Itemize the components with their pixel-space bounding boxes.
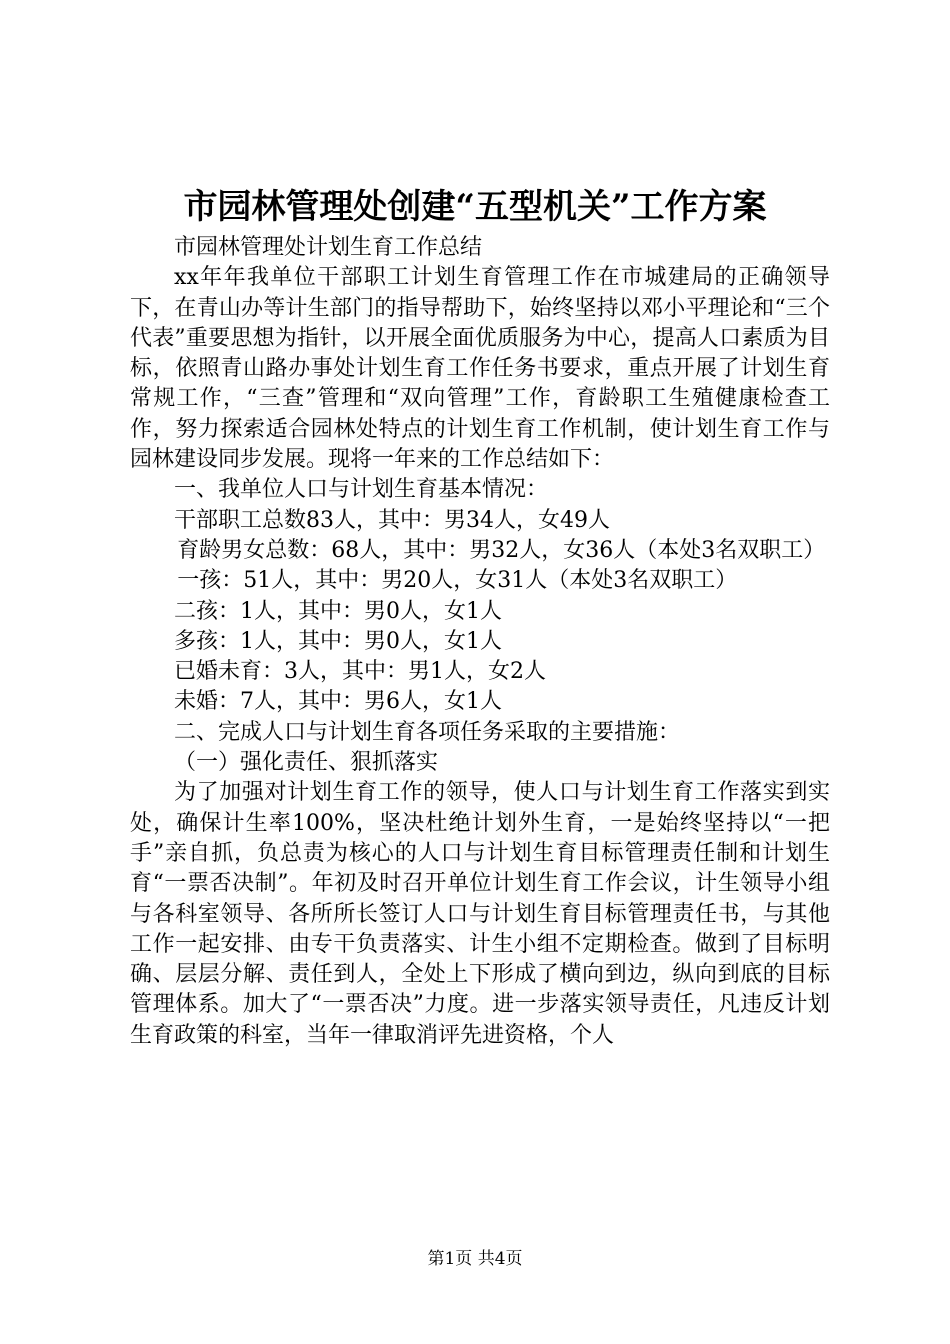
subtitle-paragraph: 市园林管理处计划生育工作总结 bbox=[174, 235, 483, 260]
stat-line-one-child: 一孩：51人，其中：男20人，女31人（本处3名双职工） bbox=[177, 568, 738, 594]
stat-line-multiple-children: 多孩：1人，其中：男0人，女1人 bbox=[174, 628, 502, 654]
stat-line-married-no-child: 已婚未育：3人，其中：男1人，女2人 bbox=[174, 659, 546, 685]
section-heading-1: 一、我单位人口与计划生育基本情况： bbox=[174, 477, 549, 503]
subsection-heading-1: （一）强化责任、狠抓落实 bbox=[174, 750, 439, 776]
section-heading-2: 二、完成人口与计划生育各项任务采取的主要措施： bbox=[174, 719, 681, 745]
stat-line-childbearing: 育龄男女总数：68人，其中：男32人，女36人（本处3名双职工） bbox=[177, 537, 826, 563]
page-number: 第1页 共4页 bbox=[427, 1249, 523, 1269]
document-title: 市园林管理处创建“五型机关”工作方案 bbox=[183, 187, 767, 227]
stat-line-total: 干部职工总数83人，其中：男34人，女49人 bbox=[174, 507, 610, 533]
measures-paragraph: 为了加强对计划生育工作的领导，使人口与计划生育工作落实到实处，确保计生率100%，坚决杜绝计划外生育，一是始终坚持以“一把手”亲自抓，负总责为核心的人口与计划生育目标管理责任制和计划生育“一票否决制”。年初及时召开单位计划生育工作会议，计生领导小组与各科室领导、各所所长签订人口与计划生育目标管理责任书，与其他工作一起安排、由专干负责落实、计生小组不定期检查。做到了目标明确、层层分解、责任到人，全处上下形成了横向到边，纵向到底的目标管理体系。加大了“一票否决”力度。进一步落实领导责任，凡违反计划生育政策的科室，当年一律取消评先进资格，个人 bbox=[130, 780, 830, 1048]
stat-line-two-children: 二孩：1人，其中：男0人，女1人 bbox=[174, 598, 502, 624]
stat-line-unmarried: 未婚：7人，其中：男6人，女1人 bbox=[174, 689, 502, 715]
document-body bbox=[130, 233, 830, 1051]
intro-paragraph: xx年年我单位干部职工计划生育管理工作在市城建局的正确领导下，在青山办等计生部门的指导帮助下，始终坚持以邓小平理论和“三个代表”重要思想为指针，以开展全面优质服务为中心，提高人口素质为目标，依照青山路办事处计划生育工作任务书要求，重点开展了计划生育常规工作，“三查”管理和“双向管理”工作，育龄职工生殖健康检查工作，努力探索适合园林处特点的计划生育工作机制，使计划生育工作与园林建设同步发展。现将一年来的工作总结如下： bbox=[130, 265, 830, 473]
